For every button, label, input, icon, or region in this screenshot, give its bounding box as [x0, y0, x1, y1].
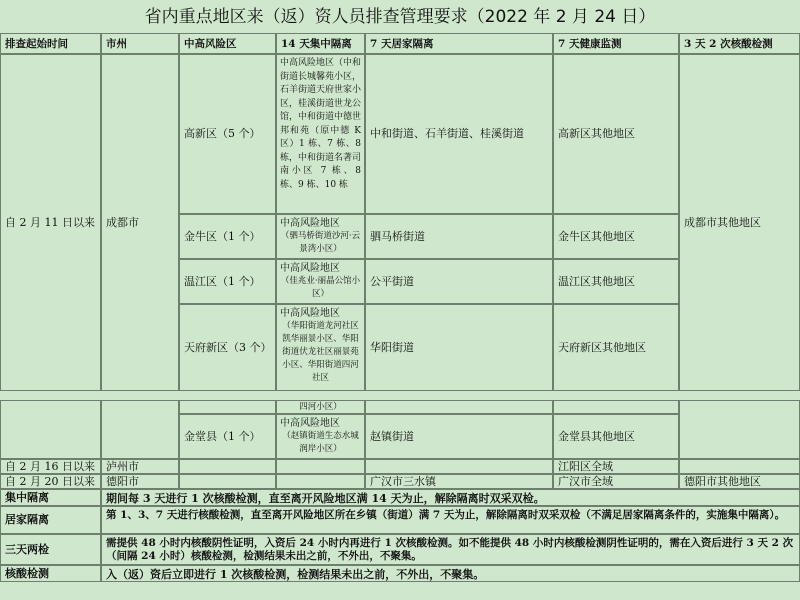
header-home-7: 7 天居家隔离: [365, 33, 553, 54]
jinniu-central: 中高风险地区 （驷马桥街道沙河·云景湾小区）: [276, 214, 365, 259]
wenjiang-district: 温江区（1 个）: [179, 259, 276, 304]
wenjiang-health: 温江区其他地区: [553, 259, 679, 304]
luzhou-district: [179, 459, 276, 474]
deyang-city: 德阳市: [101, 474, 179, 489]
deyang-health: 广汉市全域: [553, 474, 679, 489]
header-health-7: 7 天健康监测: [553, 33, 679, 54]
note-label-nucleic: 核酸检测: [0, 565, 101, 582]
jintang-home: 赵镇街道: [365, 414, 553, 459]
cont-test: [679, 400, 800, 459]
luzhou-central: [276, 459, 365, 474]
jintang-district: 金堂县（1 个）: [179, 414, 276, 459]
jinniu-home: 驷马桥街道: [365, 214, 553, 259]
deyang-start: 自 2 月 20 日以来: [0, 474, 101, 489]
chengdu-test-3: 成都市其他地区: [679, 54, 800, 391]
tianfu-home: 华阳街道: [365, 304, 553, 391]
note-label-test3: 三天两检: [0, 534, 101, 565]
chengdu-start-time: 自 2 月 11 日以来: [0, 54, 101, 391]
header-start-time: 排查起始时间: [0, 33, 101, 54]
header-risk-area: 中高风险区: [179, 33, 276, 54]
header-test-3: 3 天 2 次核酸检测: [679, 33, 800, 54]
note-text-test3: 需提供 48 小时内核酸阴性证明，入资后 24 小时内再进行 1 次核酸检测。如不能提供 48 小时内核酸检测阴性证明的，需在入资后进行 3 天 2 次（间隔 24 小时）核酸检测，检测结果未出之前，不外出，不聚集。: [101, 534, 800, 565]
luzhou-home: [365, 459, 553, 474]
cont-home: [365, 400, 553, 414]
chengdu-city: 成都市: [101, 54, 179, 391]
deyang-home: 广汉市三水镇: [365, 474, 553, 489]
header-city: 市州: [101, 33, 179, 54]
jintang-health: 金堂县其他地区: [553, 414, 679, 459]
luzhou-health: 江阳区全域: [553, 459, 679, 474]
tianfu-central: 中高风险地区 （华阳街道龙河社区凯华丽景小区、华阳街道伏龙社区丽景苑小区、华阳街道四河社区: [276, 304, 365, 391]
wenjiang-home: 公平街道: [365, 259, 553, 304]
luzhou-test: [679, 459, 800, 474]
note-text-nucleic: 入（返）资后立即进行 1 次核酸检测，检测结果未出之前，不外出，不聚集。: [101, 565, 800, 582]
jinniu-health: 金牛区其他地区: [553, 214, 679, 259]
tianfu-health: 天府新区其他地区: [553, 304, 679, 391]
gaoxin-district: 高新区（5 个）: [179, 54, 276, 214]
note-text-home: 第 1、3、7 天进行核酸检测，直至离开风险地区所在乡镇（街道）满 7 天为止，解除隔离时双采双检（不满足居家隔离条件的，实施集中隔离）。: [101, 506, 800, 534]
deyang-test: 德阳市其他地区: [679, 474, 800, 489]
jinniu-district: 金牛区（1 个）: [179, 214, 276, 259]
note-label-home: 居家隔离: [0, 506, 101, 534]
jintang-central: 中高风险地区 （赵镇街道生态水城润岸小区）: [276, 414, 365, 459]
gaoxin-home: 中和街道、石羊街道、桂溪街道: [365, 54, 553, 214]
cont-city: [101, 400, 179, 459]
cont-start: [0, 400, 101, 459]
header-central-14: 14 天集中隔离: [276, 33, 365, 54]
cont-district: [179, 400, 276, 414]
gaoxin-central: 中高风险地区（中和街道长城馨苑小区，石羊街道天府世家小区，桂溪街道世龙公馆，中和街道中德世邦和苑（原中德 K 区）1 栋、7 栋、8 栋，中和街道名著司南小区 7 栋、8 栋、9 栋、10 栋: [276, 54, 365, 214]
note-label-central: 集中隔离: [0, 489, 101, 506]
deyang-central: [276, 474, 365, 489]
gaoxin-health: 高新区其他地区: [553, 54, 679, 214]
page-title: 省内重点地区来（返）资人员排查管理要求（2022 年 2 月 24 日）: [144, 7, 656, 27]
luzhou-city: 泸州市: [101, 459, 179, 474]
luzhou-start: 自 2 月 16 日以来: [0, 459, 101, 474]
tianfu-district: 天府新区（3 个）: [179, 304, 276, 391]
cont-health: [553, 400, 679, 414]
cont-central: 四河小区）: [276, 400, 365, 414]
wenjiang-central: 中高风险地区 （佳兆业·丽晶公馆小区）: [276, 259, 365, 304]
note-text-central: 期间每 3 天进行 1 次核酸检测，直至离开风险地区满 14 天为止，解除隔离时双采双检。: [101, 489, 800, 506]
deyang-district: [179, 474, 276, 489]
